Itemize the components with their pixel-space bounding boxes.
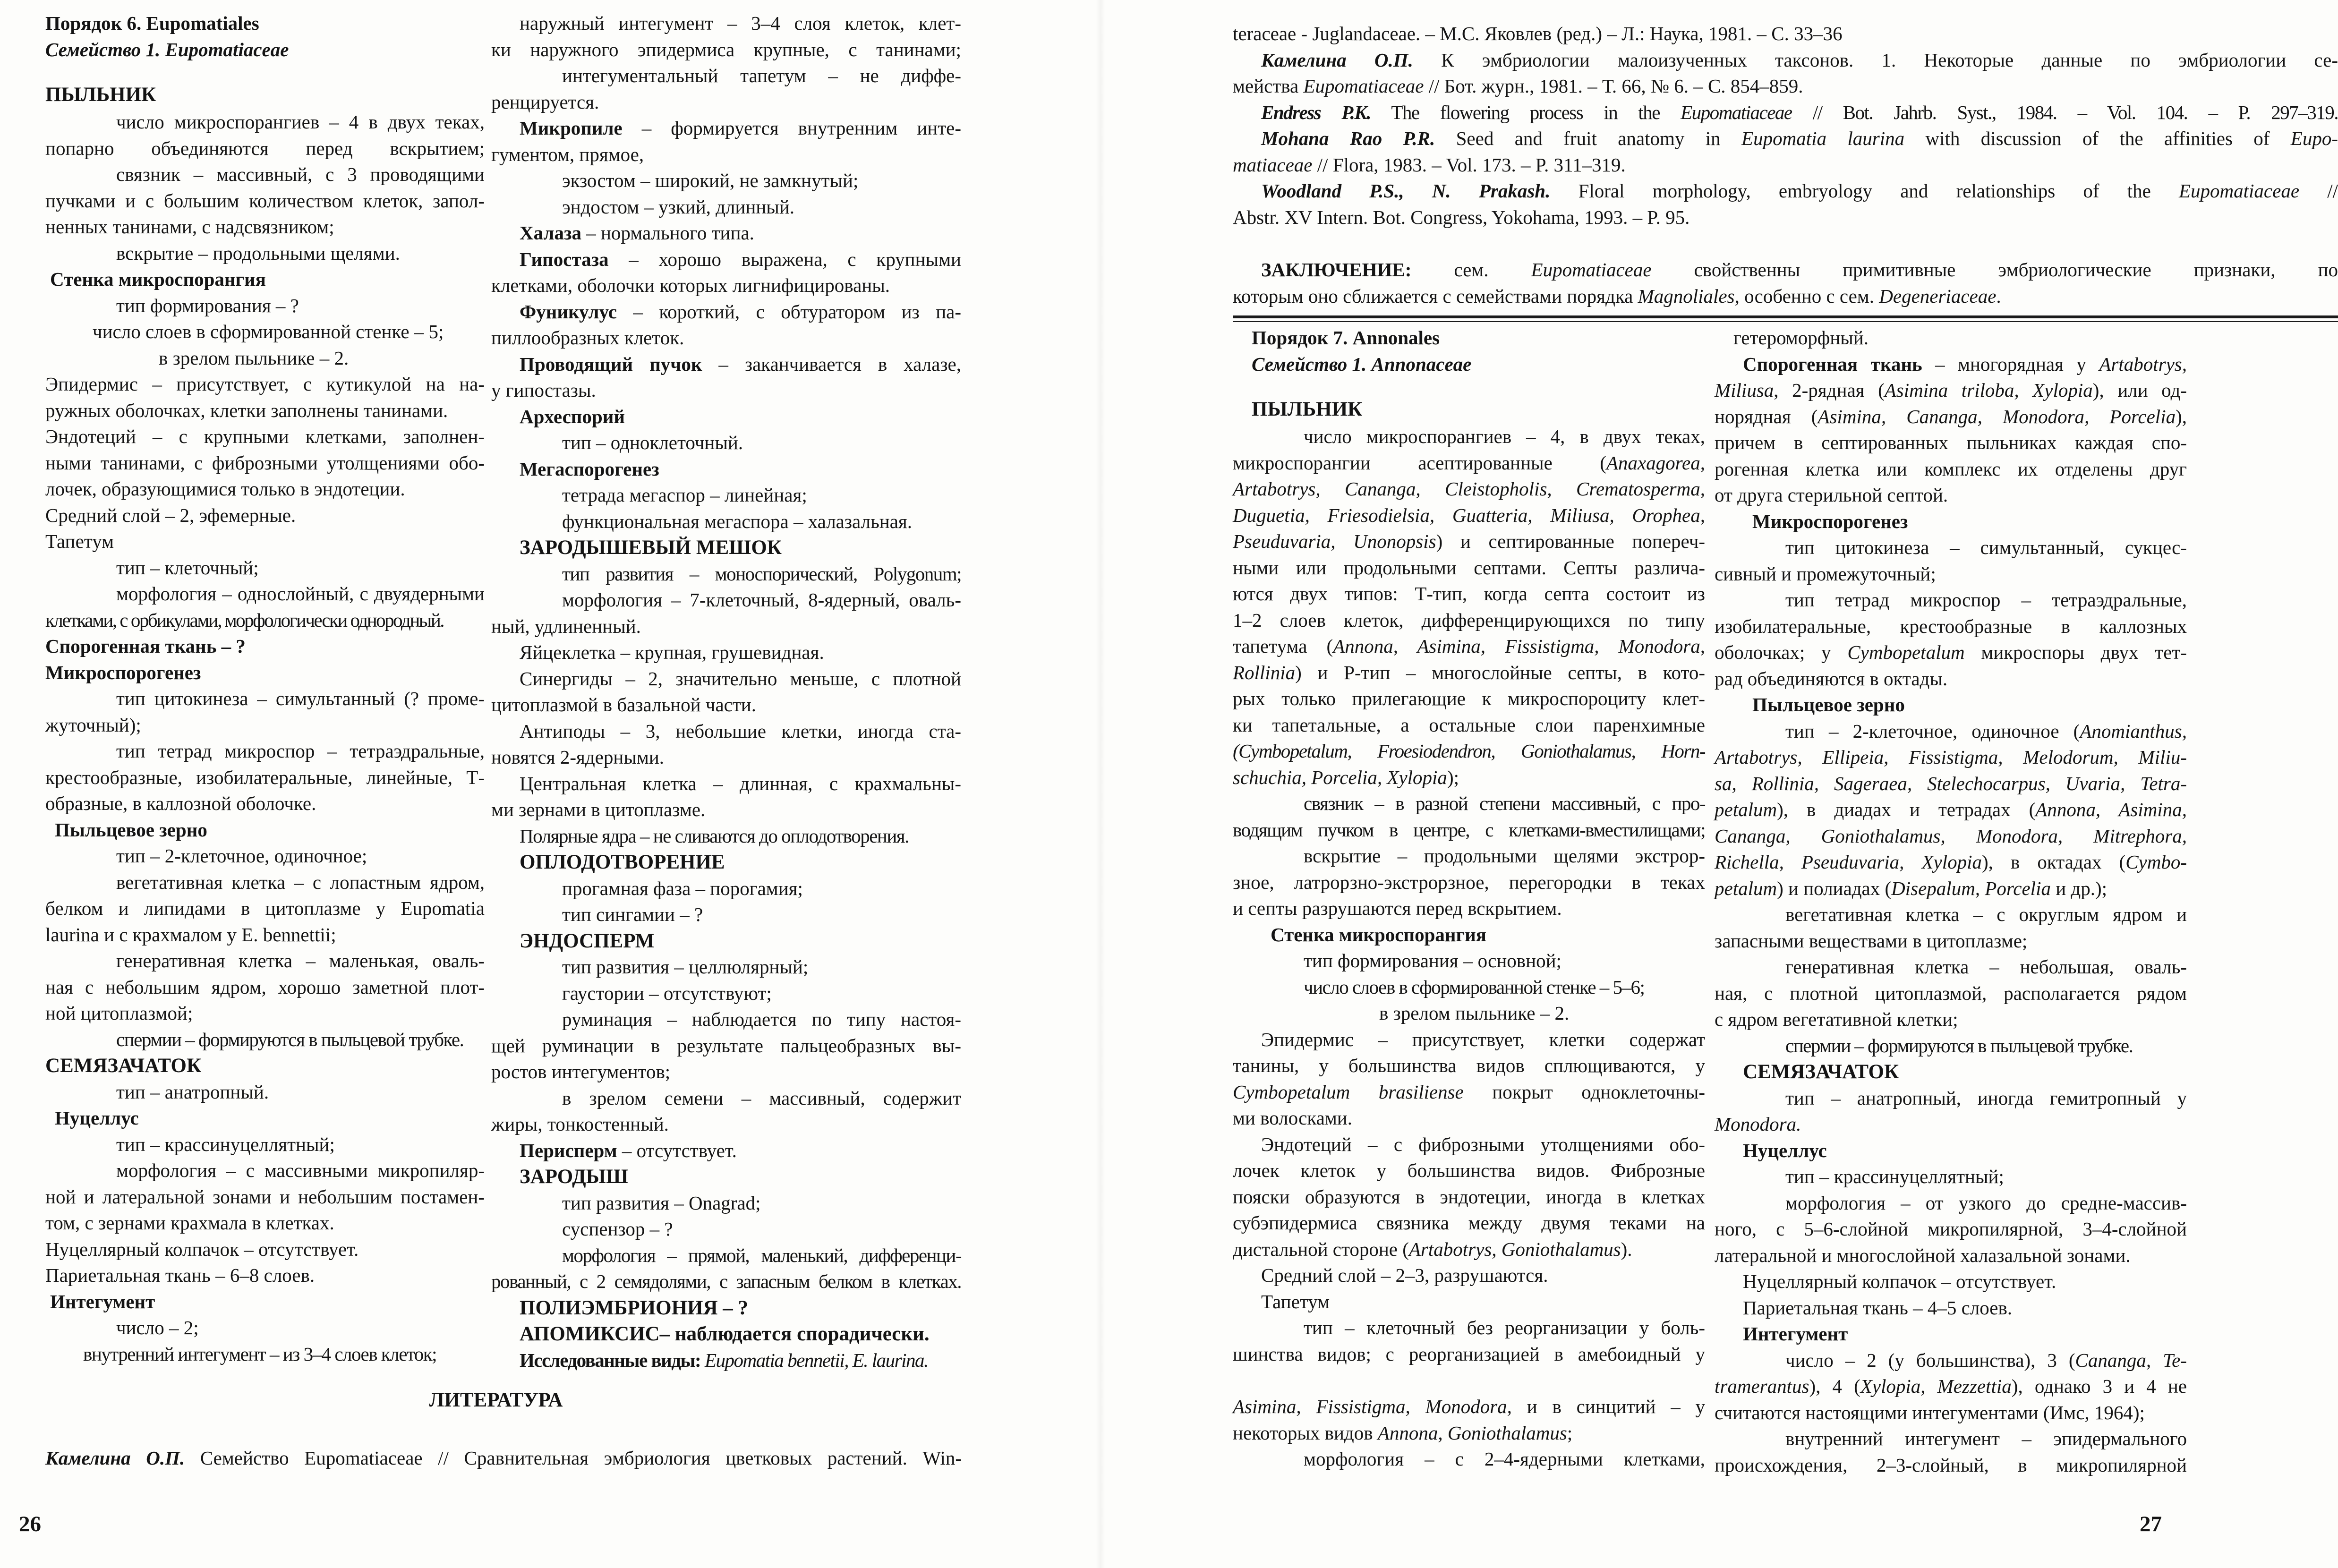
text-line: Rollinia) и Р-тип – многослойные септы, в кото- [1233,661,1705,683]
text-line: внутренний интегумент – из 3–4 слоев клеток; [83,1343,437,1365]
text-line: пояски образуются в эндотеции, иногда в клетках [1233,1185,1705,1208]
text-line: ная с небольшим ядром, хорошо заметной плот- [45,976,485,998]
text-line: в зрелом пыльнике – 2. [1379,1002,1570,1024]
text-line: Artabotrys, Cananga, Cleistopholis, Crematosperma, [1233,478,1705,500]
ref-author: Endress P.K. [1261,101,1371,123]
text-line: Средний слой – 2–3, разрушаются. [1261,1264,1548,1286]
text-line: лочек, образующимися только в эндотеции. [45,478,405,500]
text-line: морфология – с массивными микропиляр- [116,1159,485,1181]
family-heading: Семейство 1. Eupomatiaceae [45,38,289,60]
term-species: Исследованные виды: [520,1349,701,1371]
text-line: Полярные ядра – не сливаются до оплодотворения. [520,825,909,847]
text-line: генеративная клетка – маленькая, оваль- [116,950,485,971]
ref-author: Камелина О.П. [1261,49,1413,71]
text-line: Cananga, Goniothalamus, Monodora, Mitrephora, [1715,825,2187,847]
term-bundle: Проводящий пучок [520,353,702,375]
text-line: Asimina, Fissistigma, Monodora, и в синцитий – у [1233,1396,1705,1417]
subheading-wall: Стенка микроспорангия [1271,923,1486,946]
text-line: танины, у большинства видов сплющиваются, у [1233,1055,1705,1076]
text-line: Эндотеций – с крупными клетками, заполнен- [45,426,485,447]
text-line: тетрада мегаспор – линейная; [562,484,807,506]
text-line: клетками, оболочки которых лигнифицированы. [491,274,890,296]
text-line: считаются настоящими интегументами (Имс, 1964); [1715,1401,2145,1423]
text-line: тип тетрад микроспор – тетраэдральные, [116,740,485,762]
text-line: новятся 2-ядерными. [491,746,665,768]
text-line: ный, удлиненный. [491,615,641,637]
text-line: число – 2 (у большинства), 3 (Cananga, Te- [1785,1349,2187,1371]
section-heading-embryo: ЗАРОДЫШ [520,1166,629,1188]
text-line: Нуцеллярный колпачок – отсутствует. [45,1238,359,1260]
text-line: в зрелом семени – массивный, содержит [562,1087,961,1109]
references-block [1233,21,2338,309]
text-line: тип сингамии – ? [562,903,703,925]
text-line: тип – 2-клеточное, одиночное (Anomianthus, [1785,720,2187,742]
text-line: Центральная клетка – длинная, с крахмальны- [520,772,961,794]
text-line: число – 2; [116,1317,199,1338]
reference-line: Камелина О.П. К эмбриологии малоизученных таксонов. 1. Некоторые данные по эмбриологии се- [1261,49,2338,71]
text-line: число микроспорангиев – 4, в двух теках, [1304,426,1705,447]
term-funiculus: Фуникулус [520,300,617,323]
text-line: Париетальная ткань – 6–8 слоев. [45,1264,315,1286]
reference-line: matiaceae // Flora, 1983. – Vol. 173. – P. 311–319. [1233,153,1626,176]
text-line: вскрытие – продольными щелями. [116,242,400,264]
text-line: дистальной стороне (Artabotrys, Goniothalamus). [1233,1238,1632,1260]
text-line: тип – клеточный без реорганизации у боль- [1304,1317,1705,1338]
text-line: 1–2 слоев клеток, дифференцирующихся по типу [1233,609,1705,631]
text-line: Тапетум [1261,1290,1330,1312]
text-line: ми зернами в цитоплазме. [491,799,706,820]
text-line: интегументальный тапетум – не диффе- [562,65,961,86]
text-line: тип – одноклеточный. [562,432,743,453]
text-line: жуточный); [45,714,141,736]
text-line: в зрелом пыльнике – 2. [159,347,349,369]
text-line: sa, Rollinia, Sageraea, Stelechocarpus, Uvaria, Tetra- [1715,772,2187,794]
text-line: от друга стерильной септой. [1715,484,1948,506]
text-line: норядная (Asimina, Cananga, Monodora, Porcelia), [1715,405,2187,427]
ref-author: Камелина О.П. [45,1447,185,1469]
text-line: оболочках; у Cymbopetalum микроспоры двух тет- [1715,641,2187,663]
left-page [0,0,1101,1568]
text-line: тип цитокинеза – симультанный, сукцес- [1785,537,2187,558]
text-line: морфология – прямой, маленький, дифференци- [562,1244,961,1266]
text-line: тип цитокинеза – симультанный (? проме- [116,688,485,709]
text-line: Эндотеций – с фиброзными утолщениями обо- [1261,1133,1705,1155]
subheading-megasporogenesis: Мегаспорогенез [520,458,659,480]
subheading-pollen: Пыльцевое зерно [1752,694,1905,716]
section-heading-endosperm: ЭНДОСПЕРМ [520,929,655,952]
subheading-nucellus: Нуцеллус [1743,1139,1827,1161]
text-line: тип – анатропный, иногда гемитропный у [1785,1087,2187,1109]
text-line: попарно объединяются перед вскрытием; [45,137,485,159]
subheading-integument: Интегумент [50,1290,155,1312]
spacer [1233,1367,1705,1394]
reference-line: teraceae - Juglandaceae. – М.С. Яковлев (ред.) – Л.: Наука, 1981. – С. 33–36 [1233,23,1843,44]
text-line: Антиподы – 3, небольшие клетки, иногда ста- [520,720,961,742]
subheading-archespore: Археспорий [520,405,625,427]
left-column-1 [45,10,485,1367]
text-line: petalum), в диадах и тетрадах (Annona, Asimina, [1715,799,2187,820]
text-line: (Cymbopetalum, Froesiodendron, Goniothalamus, Horn- [1233,740,1705,762]
text-line: ростов интегументов; [491,1061,671,1082]
text-line: руминация – наблюдается по типу настоя- [562,1008,961,1030]
text-line: число слоев в сформированной стенке – 5; [93,321,444,342]
text-line: тип формирования – основной; [1304,950,1562,971]
text-line: вегетативная клетка – с лопастным ядром, [116,871,485,893]
section-rule [1233,315,2338,318]
text-line: лочек клеток у большинства видов. Фиброзные [1233,1159,1705,1181]
reference-line: мейства Eupomatiaceae // Бот. журн., 1981. – Т. 66, № 6. – С. 854–859. [1233,75,1803,97]
text-line: морфология – 7-клеточный, 8-ядерный, оваль- [562,589,961,611]
order-heading: Порядок 7. Annonales [1252,327,1440,349]
text-line-chalaza: Халаза – нормального типа. [520,222,754,244]
reference-line: Abstr. XV Intern. Bot. Congress, Yokohama, 1993. – P. 95. [1233,206,1690,228]
text-line: морфология – с 2–4-ядерными клетками, [1304,1448,1705,1470]
order-heading: Порядок 6. Eupomatiales [45,12,259,34]
text-line: функциональная мегаспора – халазальная. [562,510,913,532]
species-line [491,1347,961,1374]
text-line: экзостом – широкий, не замкнутый; [562,170,859,191]
text-line: Париетальная ткань – 4–5 слоев. [1743,1296,2013,1319]
text-line: связник – массивный, с 3 проводящими [116,163,485,185]
text-line: генеративная клетка – небольшая, оваль- [1785,956,2187,978]
spacer [1233,230,2338,257]
text-line: гументом, прямое, [491,143,644,165]
text-line: шинства видов; с реорганизацией в амебоидный у [1233,1343,1705,1365]
text-line: тип развития – моноспорический, Polygonum; [562,562,961,585]
text-line: Синергиды – 2, значительно меньше, с плотной [520,667,961,690]
text-line: тип – крассинуцеллятный; [116,1133,335,1155]
text-line: сивный и промежуточный; [1715,562,1936,585]
text-line: ными или продольными септами. Септы различа- [1233,556,1705,579]
text-line: микроспорангии асептированные (Anaxagorea, [1233,452,1705,474]
text-line: запасными веществами в цитоплазме; [1715,929,2028,952]
text-line: ная, с плотной цитоплазмой, располагается рядом [1715,982,2187,1004]
subheading-nucellus: Нуцеллус [55,1107,139,1129]
text-line: ной цитоплазмой; [45,1002,193,1024]
section-heading-ovule: СЕМЯЗАЧАТОК [1743,1061,1899,1083]
text-line: вегетативная клетка – с округлым ядром и [1785,903,2187,925]
text-line: рогенная клетка или комплекс их отделены друг [1715,458,2187,480]
text-line: прогамная фаза – порогамия; [562,877,803,899]
text-line-sporogenous: Спорогенная ткань – многорядная у Artabotrys, [1743,353,2187,375]
text-line: Яйцеклетка – крупная, грушевидная. [520,641,824,663]
text-line: спермии – формируются в пыльцевой трубке. [116,1028,464,1050]
term-chalaza: Халаза [520,222,581,244]
reference-line: Mohana Rao P.R. Seed and fruit anatomy in Eupomatia laurina with discussion of the affinities of Eupo- [1261,128,2338,149]
text-line: тип развития – Onagrad; [562,1192,761,1214]
text-line: тип – 2-клеточное, одиночное; [116,845,367,867]
text-line: Miliusa, 2-рядная (Asimina triloba, Xylopia), или од- [1715,379,2187,401]
text-line: Тапетум [45,530,114,552]
subheading-integument: Интегумент [1743,1323,1848,1345]
text-line: tramerantus), 4 (Xylopia, Mezzettia), однако 3 и 4 не [1715,1375,2187,1397]
text-line: тапетума (Annona, Asimina, Fissistigma, Monodora, [1233,635,1705,657]
text-line: Нуцеллярный колпачок – отсутствует. [1743,1270,2056,1292]
left-column-2 [491,10,961,1373]
text-line: ренцируется. [491,91,599,113]
text-line: число микроспорангиев – 4 в двух теках, [116,111,485,133]
text-line: спермии – формируются в пыльцевой трубке. [1785,1034,2133,1057]
subheading-sporogenous: Спорогенная ткань – ? [45,635,246,657]
text-line: тип – анатропный. [116,1081,269,1103]
conclusion-line: которым оно сближается с семействами порядка Magnoliales, особенно с сем. Degeneriaceae. [1233,285,2001,307]
text-line: образные, в каллозной оболочке. [45,793,316,814]
family-heading: Семейство 1. Annonaceae [1252,353,1472,375]
text-line: и септы разрушаются перед вскрытием. [1233,897,1562,919]
text-line: тип формирования – ? [116,294,299,316]
literature-heading: ЛИТЕРАТУРА [429,1389,563,1411]
text-line: белком и липидами в цитоплазме у Eupomatia [45,897,485,919]
text-line: причем в септированных пыльниках каждая спо- [1715,432,2187,453]
text-line: у гипостазы. [491,379,596,401]
text-line: пиллообразных клеток. [491,327,684,349]
text-line: Monodora. [1715,1113,1801,1135]
text-line: Pseuduvaria, Unonopsis) и септированные попереч- [1233,530,1705,552]
text-line: пучками и с большим количеством клеток, запол- [45,189,485,212]
term-sporogenous: Спорогенная ткань [1743,353,1922,375]
text-line-funiculus: Фуникулус – короткий, с обтуратором из па- [520,300,961,323]
text-line: Средний слой – 2, эфемерные. [45,504,296,526]
text-line: ки тапетальные, а остальные слои паренхимные [1233,714,1705,736]
text-line: Эпидермис – присутствует, с кутикулой на на- [45,373,485,395]
text-line: Duguetia, Friesodielsia, Guatteria, Miliusa, Orophea, [1233,504,1705,526]
text-line: некоторых видов Annona, Goniothalamus; [1233,1422,1573,1444]
text-line-perisperm: Перисперм – отсутствует. [520,1139,737,1161]
subheading-pollen: Пыльцевое зерно [55,818,207,841]
section-heading-embryo-sac: ЗАРОДЫШЕВЫЙ МЕШОК [520,537,782,559]
reference-line: Woodland P.S., N. Prakash. Floral morphology, embryology and relationships of the Eupomatiaceae // [1261,180,2338,202]
page-number-right: 27 [2140,1512,2162,1536]
text-line: с ядром вегетативной клетки; [1715,1008,1958,1030]
text-line: морфология – однослойный, с двуядерными [116,583,485,605]
section-heading-anther: ПЫЛЬНИК [45,84,156,106]
text-line: ненных танинами, с надсвязником; [45,216,334,238]
text-line: эндостом – узкий, длинный. [562,196,795,218]
ref-author: Woodland P.S., N. Prakash. [1261,180,1551,202]
right-page [1101,0,2338,1568]
text-line-bundle: Проводящий пучок – заканчивается в халазе, [520,353,961,375]
text-line-micropyle: Микропиле – формируется внутренним инте- [520,117,961,139]
section-heading-fertilization: ОПЛОДОТВОРЕНИЕ [520,851,725,873]
text-line: жиры, тонкостенный. [491,1113,669,1135]
text-line: гетероморфный. [1733,327,1869,349]
text-line: ными танинами, с фиброзными утолщениями обо- [45,452,485,474]
text-line: клетками, с орбикулами, морфологически однородный. [45,609,444,631]
species-names: Eupomatia bennetii, E. laurina. [704,1349,928,1371]
section-heading-polyembryony: ПОЛИЭМБРИОНИЯ – ? [520,1296,749,1319]
text-line: суспензор – ? [562,1218,673,1240]
right-column-1 [1233,325,1705,1473]
text-line: крестообразные, изобилатеральные, линейные, Т- [45,766,485,788]
subheading-wall: Стенка микроспорангия [50,268,266,290]
text-line: тип – крассинуцеллятный; [1785,1166,2004,1187]
text-line: том, с зернами крахмала в клетках. [45,1212,334,1234]
text-line: тип тетрад микроспор – тетраэдральные, [1785,589,2187,611]
text-line: латеральной и многослойной халазальной зонами. [1715,1244,2131,1266]
subheading-microsporogenesis: Микроспорогенез [45,661,201,683]
text-line: Эпидермис – присутствует, клетки содержат [1261,1028,1705,1050]
text-line: тип развития – целлюлярный; [562,956,809,978]
ref-author: Mohana Rao P.R. [1261,128,1435,149]
conclusion-line: ЗАКЛЮЧЕНИЕ: сем. Eupomatiaceae свойственны примитивные эмбриологические признаки, по [1261,259,2338,281]
reference-line: Endress P.K. The flowering process in the Eupomatiaceae // Bot. Jahrb. Syst., 1984. – Vol. 104. – P. 297–319. [1261,101,2338,123]
text-line: водящим пучком в центре, с клетками-вместилищами; [1233,818,1705,841]
text-line: ки наружного эпидермиса крупные, с танинами; [491,38,961,60]
subheading-microsporogenesis: Микроспорогенез [1752,510,1908,532]
section-heading-ovule: СЕМЯЗАЧАТОК [45,1055,202,1077]
text-line: тип – клеточный; [116,556,259,579]
text-line: рых только прилегающие к микроспороциту клет- [1233,688,1705,709]
section-heading-apomixis: АПОМИКСИС– наблюдается спорадически. [520,1323,930,1345]
term-conclusion: ЗАКЛЮЧЕНИЕ: [1261,259,1412,281]
text-line-hypostase: Гипостаза – хорошо выражена, с крупными [520,248,961,270]
text-line: petalum) и полиадах (Disepalum, Porcelia и др.); [1715,877,2108,899]
text-line: щей руминации в результате пальцеобразных вы- [491,1034,961,1057]
literature-line: Камелина О.П. Семейство Eupomatiaceae // Сравнительная эмбриология цветковых растений. Win- [45,1447,962,1469]
text-line: связник – в разной степени массивный, с про- [1304,793,1705,814]
text-line: цитоплазмой в базальной части. [491,694,756,716]
term-hypostase: Гипостаза [520,248,609,270]
page-number-left: 26 [19,1512,41,1536]
text-line: laurina и с крахмалом у E. bennettii; [45,923,336,946]
text-line: Richella, Pseuduvaria, Xylopia), в октадах (Cymbo- [1715,851,2187,873]
text-line: гаустории – отсутствуют; [562,982,772,1004]
text-line: ного, с 5–6-слойной микропилярной, 3–4-слойной [1715,1218,2187,1240]
text-line: морфология – от узкого до средне-массив- [1785,1192,2187,1214]
text-line: зное, латрорзно-экстрорзное, перегородки в теках [1233,871,1705,893]
term-micropyle: Микропиле [520,117,623,139]
term-perisperm: Перисперм [520,1139,617,1161]
text-line: субэпидермиса связника между двумя теками на [1233,1212,1705,1234]
text-line: число слоев в сформированной стенке – 5–6; [1304,976,1645,998]
section-rule-thin [1233,321,2338,322]
right-column-2 [1715,325,2187,1478]
text-line: изобилатеральные, крестообразные в каллозных [1715,615,2187,637]
text-line: рованный, с 2 семядолями, с запасным белком в клетках. [491,1270,961,1292]
section-heading-anther: ПЫЛЬНИК [1252,398,1363,420]
text-line: рад объединяются в октады. [1715,667,1948,690]
text-line: происхождения, 2–3-слойный, в микропилярной [1715,1454,2187,1476]
text-line: ются двух типов: Т-тип, когда септа состоит из [1233,583,1705,605]
text-line: вскрытие – продольными щелями экстрор- [1304,845,1705,867]
text-line: ружных оболочках, клетки заполнены танинами. [45,399,448,421]
text-line: schuchia, Porcelia, Xylopia); [1233,766,1459,788]
text-line: Cymbopetalum brasiliense покрыт одноклеточны- [1233,1081,1705,1103]
text-line: внутренний интегумент – эпидермального [1785,1428,2187,1449]
text-line: ной и латеральной зонами и небольшим постамен- [45,1185,485,1208]
text-line: ми волосками. [1233,1107,1352,1129]
text-line: Artabotrys, Ellipeia, Fissistigma, Melodorum, Miliu- [1715,746,2187,768]
text-line: наружный интегумент – 3–4 слоя клеток, клет- [520,12,961,34]
